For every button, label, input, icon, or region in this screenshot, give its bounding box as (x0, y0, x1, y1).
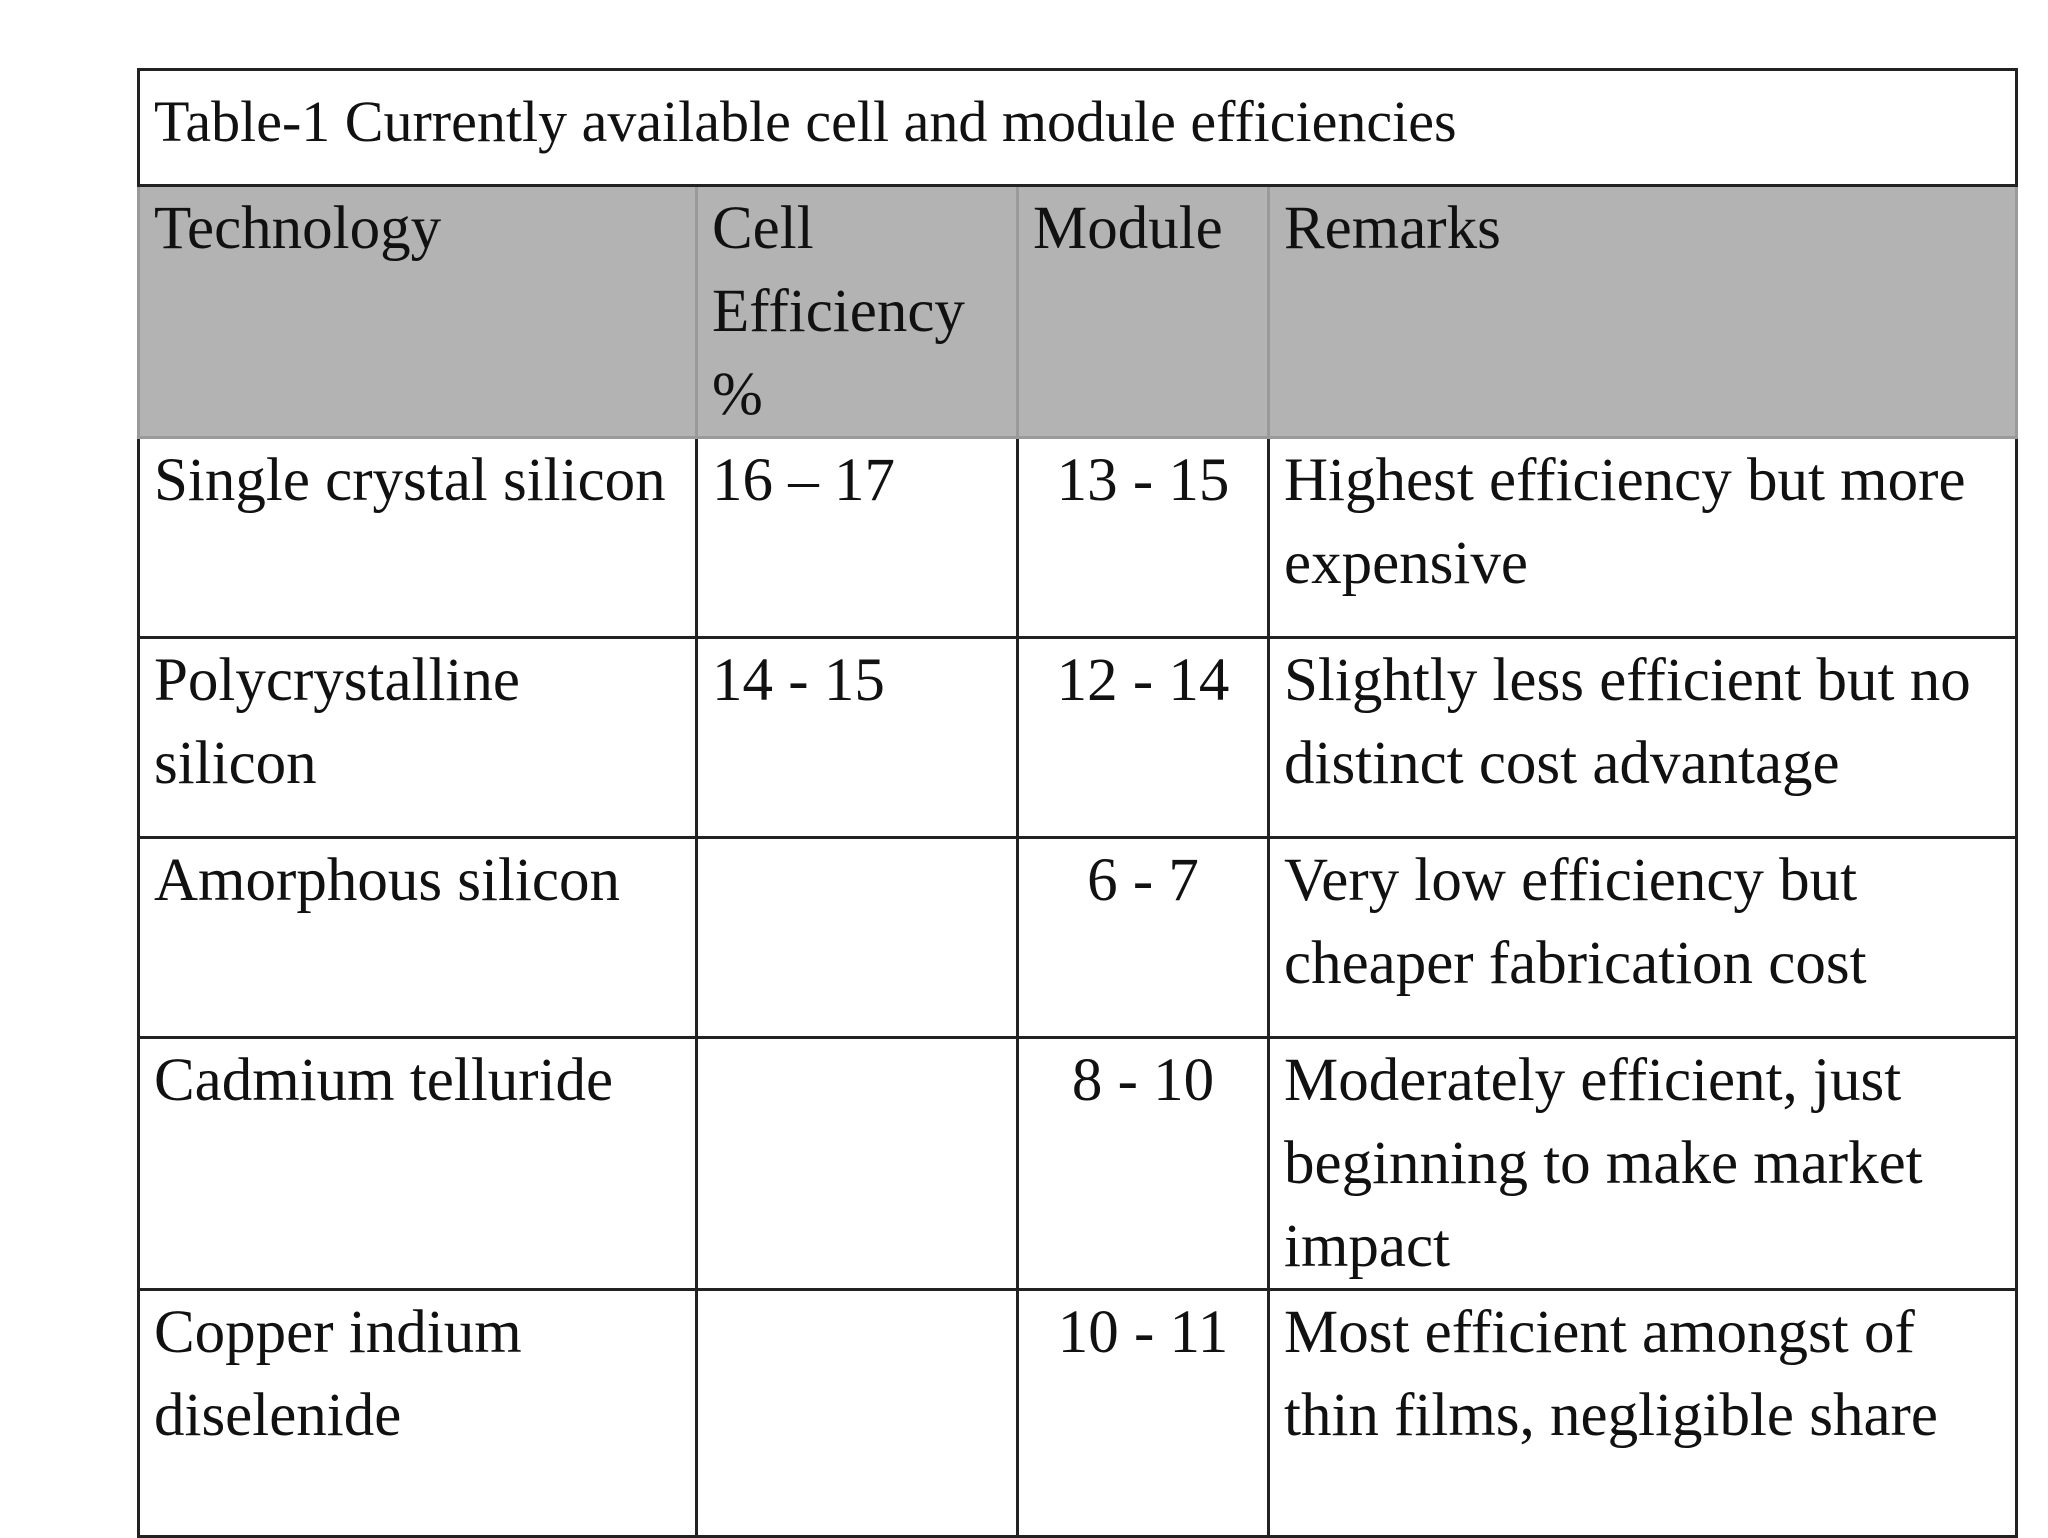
table-caption: Table-1 Currently available cell and module efficiencies (139, 70, 2017, 186)
cell-technology: Copper indium diselenide (139, 1290, 697, 1537)
caption-row (139, 70, 2017, 186)
cell-remarks: Moderately efficient, just beginning to make market impact (1269, 1038, 2017, 1290)
cell-module: 13 - 15 (1018, 438, 1269, 638)
cell-cell-efficiency (697, 1290, 1018, 1537)
table-row (139, 1290, 2017, 1537)
cell-technology: Polycrystalline silicon (139, 638, 697, 838)
cell-module: 10 - 11 (1018, 1290, 1269, 1537)
table-row (139, 638, 2017, 838)
efficiency-table (137, 68, 2018, 1538)
cell-cell-efficiency: 16 – 17 (697, 438, 1018, 638)
cell-cell-efficiency (697, 838, 1018, 1038)
cell-cell-efficiency (697, 1038, 1018, 1290)
cell-module: 12 - 14 (1018, 638, 1269, 838)
cell-technology: Amorphous silicon (139, 838, 697, 1038)
cell-module: 6 - 7 (1018, 838, 1269, 1038)
cell-remarks: Very low efficiency but cheaper fabrication cost (1269, 838, 2017, 1038)
cell-remarks: Most efficient amongst of thin films, negligible share (1269, 1290, 2017, 1537)
table-row (139, 438, 2017, 638)
cell-module: 8 - 10 (1018, 1038, 1269, 1290)
header-remarks: Remarks (1269, 186, 2017, 438)
header-module: Module (1018, 186, 1269, 438)
cell-technology: Cadmium telluride (139, 1038, 697, 1290)
cell-remarks: Highest efficiency but more expensive (1269, 438, 2017, 638)
cell-remarks: Slightly less efficient but no distinct cost advantage (1269, 638, 2017, 838)
header-technology: Technology (139, 186, 697, 438)
cell-cell-efficiency: 14 - 15 (697, 638, 1018, 838)
header-row (139, 186, 2017, 438)
table-row (139, 1038, 2017, 1290)
cell-technology: Single crystal silicon (139, 438, 697, 638)
table-row (139, 838, 2017, 1038)
header-cell-efficiency: Cell Efficiency % (697, 186, 1018, 438)
